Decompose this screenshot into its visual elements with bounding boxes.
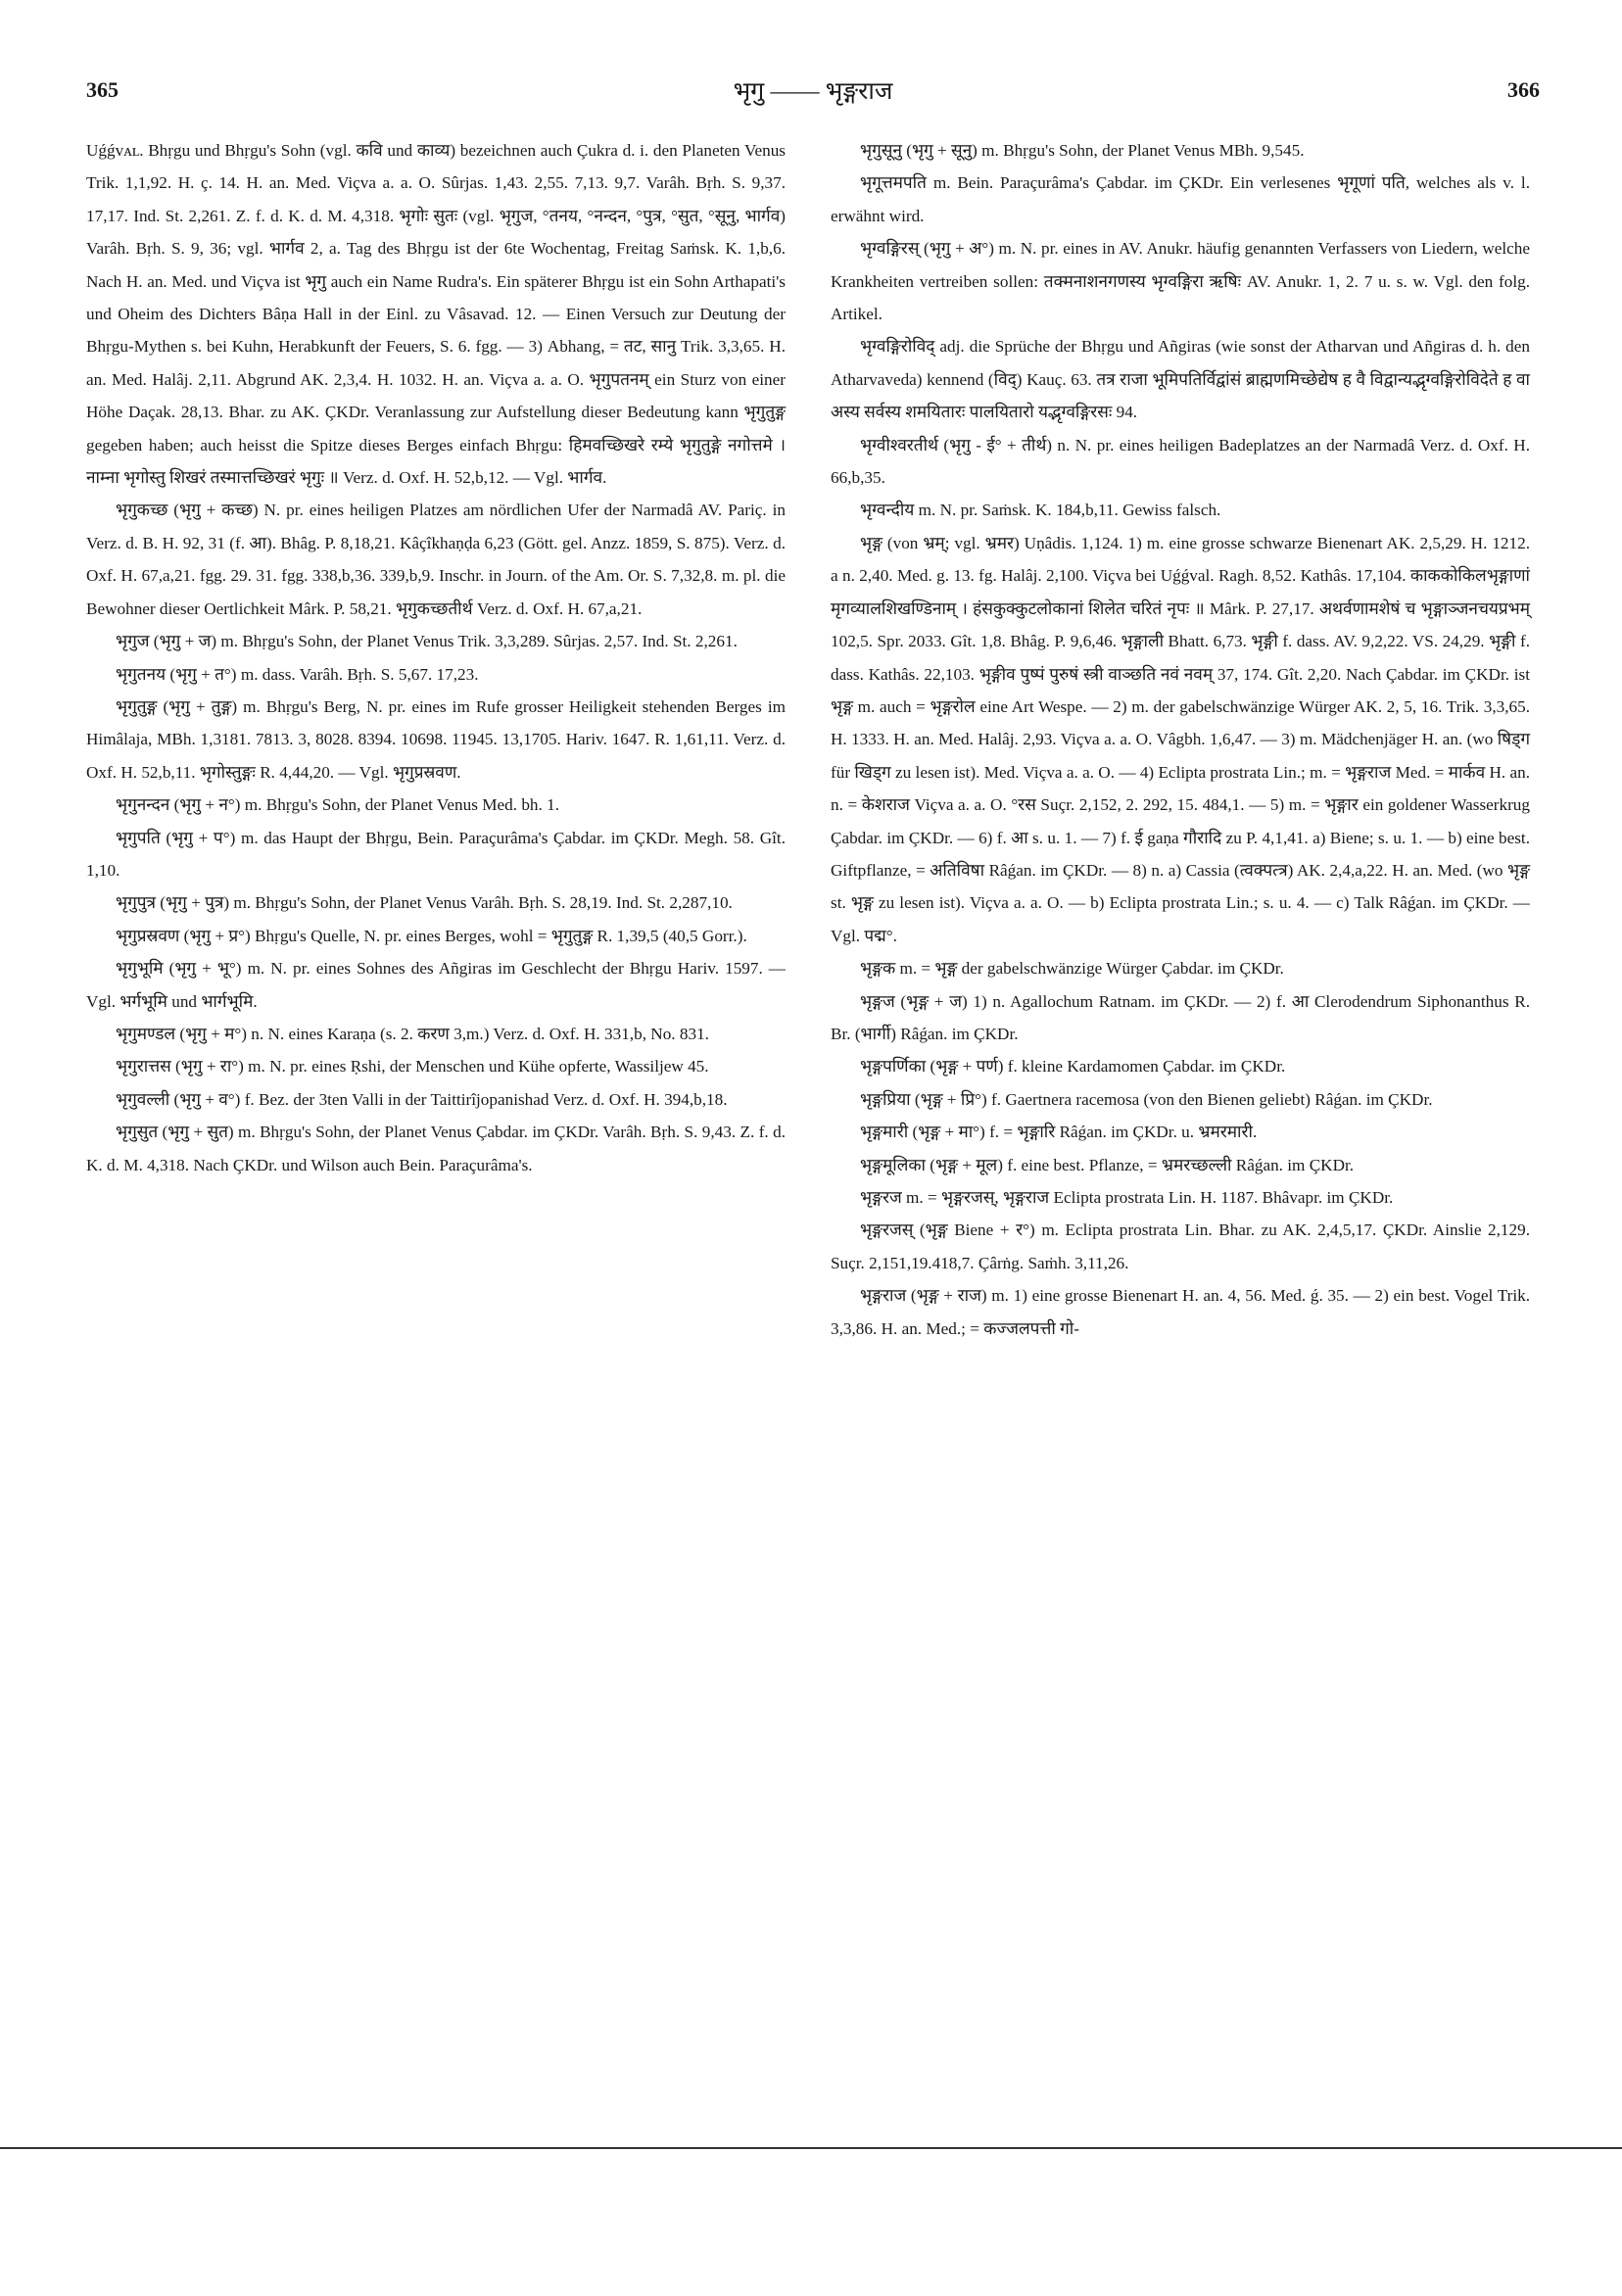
dictionary-entry: भृग्वङ्गिरोविद् adj. die Sprüche der Bhṛgu und Añgiras (wie sonst der Atharvan und Añgiras d. h. den Atharvaveda) kennend (विद्) Kauç. 63. तत्र राजा भूमिपतिर्विद्वांसं ब्राह्मणमिच्छेद्येष ह वै विद्वान्यद्भृग्वङ्गिरोविदेते ह वा अस्य सर्वस्य शमयितारः पालयितारो यद्भृग्वङ्गिरसः 94.	[831, 337, 1530, 422]
dictionary-entry: भृगुकच्छ (भृगु + कच्छ) N. pr. eines heiligen Platzes am nördlichen Ufer der Narmadâ AV. Pariç. in Verz. d. B. H. 92, 31 (f. आ). Bhâg. P. 8,18,21. Kâçîkhaṇḍa 6,23 (Gött. gel. Anzz. 1859, S. 875). Verz. d. Oxf. H. 67,a,21. fgg. 29. 31. fgg. 338,b,36. 339,b,9. Inschr. in Journ. of the Am. Or. S. 7,32,8. m. pl. die Bewohner dieser Oertlichkeit Mârk. P. 58,21. भृगुकच्छतीर्थ Verz. d. Oxf. H. 67,a,21.	[86, 501, 786, 618]
dictionary-entry: भृङ्ग (von भ्रम्; vgl. भ्रमर) Uṇâdis. 1,124. 1) m. eine grosse schwarze Bienenart AK. 2,5,29. H. 1212. a n. 2,40. Med. g. 13. fg. Halâj. 2,100. Viçva bei Uǵǵval. Ragh. 8,52. Kathâs. 17,104. काककोकिलभृङ्गाणां मृगव्यालशिखण्डिनाम् । हंसकुक्कुटलोकानां शिलेत चरितं नृपः ॥ Mârk. P. 27,17. अथर्वणामशेषं च भृङ्गाञ्जनचयप्रभम् 102,5. Spr. 2033. Gît. 1,8. Bhâg. P. 9,6,46. भृङ्गाली Bhatt. 6,73. भृङ्गी f. dass. AV. 9,2,22. VS. 24,29. भृङ्गी f. dass. Kathâs. 22,103. भृङ्गीव पुष्पं पुरुषं स्त्री वाञ्छति नवं नवम् 37, 174. Gît. 2,20. Nach Çabdar. im ÇKDr. ist भृङ्ग m. auch = भृङ्गरोल eine Art Wespe. — 2) m. der gabelschwänzige Würger AK. 2, 5, 16. Trik. 3,3,65. H. 1333. H. an. Med. Halâj. 2,93. Viçva a. a. O. Vâgbh. 1,6,47. — 3) m. Mädchenjäger H. an. (wo षिड्ग für खिड्ग zu lesen ist). Med. Viçva a. a. O. — 4) Eclipta prostrata Lin.; m. = भृङ्गराज Med. = मार्कव H. an. n. = केशराज Viçva a. a. O. °रस Suçr. 2,152, 2. 292, 15. 484,1. — 5) m. = भृङ्गार ein goldener Wasserkrug Çabdar. im ÇKDr. — 6) f. आ s. u. 1. — 7) f. ई gaṇa गौरादि zu P. 4,1,41. a) Biene; s. u. 1. — b) eine best. Giftpflanze, = अतिविषा Râǵan. im ÇKDr. — 8) n. a) Cassia (त्वक्पत्त्र) AK. 2,4,a,22. H. an. Med. (wo भृङ्ग st. भृङ्ग zu lesen ist). Viçva a. a. O. — b) Eclipta prostrata Lin.; s. u. 4. — c) Talk Râǵan. im ÇKDr. — Vgl. पद्म°.	[831, 533, 1530, 945]
dictionary-entry: भृग्वङ्गिरस् (भृगु + अ°) m. N. pr. eines in AV. Anukr. häufig genannten Verfassers von Liedern, welche Krankheiten vertreiben sollen: तक्मनाशनगणस्य भृग्वङ्गिरा ऋषिः AV. Anukr. 1, 2. 7 u. s. w. Vgl. den folg. Artikel.	[831, 239, 1530, 324]
bottom-rule	[0, 2147, 1622, 2149]
dictionary-entry: भृगुमण्डल (भृगु + म°) n. N. eines Karaṇa (s. 2. करण 3,m.) Verz. d. Oxf. H. 331,b, No. 831.	[116, 1024, 709, 1043]
dictionary-entry: भृगुसुत (भृगु + सुत) m. Bhṛgu's Sohn, der Planet Venus Çabdar. im ÇKDr. Varâh. Bṛh. S. 9,43. Z. f. d. K. d. M. 4,318. Nach ÇKDr. und Wilson auch Bein. Paraçurâma's.	[86, 1123, 786, 1174]
dictionary-entry: भृङ्गराज (भृङ्ग + राज) m. 1) eine grosse Bienenart H. an. 4, 56. Med. ǵ. 35. — 2) ein best. Vogel Trik. 3,3,86. H. an. Med.; = कज्जलपत्ती गो-	[831, 1286, 1530, 1338]
page-title: भृगु —— भृङ्गराज	[733, 78, 893, 105]
dictionary-entry: भृगुतुङ्ग (भृगु + तुङ्ग) m. Bhṛgu's Berg, N. pr. eines im Rufe grosser Heiligkeit stehenden Berges im Himâlaja, MBh. 1,3181. 7813. 3, 8028. 8394. 10698. 11945. 13,1705. Hariv. 1647. R. 1,61,11. Verz. d. Oxf. H. 52,b,11. भृगोस्तुङ्गः R. 4,44,20. — Vgl. भृगुप्रस्रवण.	[86, 696, 786, 782]
dictionary-entry: भृङ्गमारी (भृङ्ग + मा°) f. = भृङ्गारि Râǵan. im ÇKDr. u. भ्रमरमारी.	[860, 1123, 1258, 1142]
dictionary-entry: भृगूत्तमपति m. Bein. Paraçurâma's Çabdar. im ÇKDr. Ein verlesenes भृगूणां पति, welches als v. l. erwähnt wird.	[831, 173, 1530, 225]
dictionary-entry: भृगुतनय (भृगु + त°) m. dass. Varâh. Bṛh. S. 5,67. 17,23.	[116, 664, 479, 684]
dictionary-entry: भृग्वन्दीय m. N. pr. Saṁsk. K. 184,b,11. Gewiss falsch.	[860, 501, 1221, 520]
dictionary-entry: भृगुप्रस्रवण (भृगु + प्र°) Bhṛgu's Quelle, N. pr. eines Berges, wohl = भृगुतुङ्ग R. 1,39,5 (40,5 Gorr.).	[116, 926, 747, 945]
dictionary-entry: भृगुपति (भृगु + प°) m. das Haupt der Bhṛgu, Bein. Paraçurâma's Çabdar. im ÇKDr. Megh. 58. Gît. 1,10.	[86, 828, 786, 880]
dictionary-entry: भृङ्गक m. = भृङ्ग der gabelschwänzige Würger Çabdar. im ÇKDr.	[860, 959, 1284, 979]
dictionary-entry: भृङ्गरज m. = भृङ्गरजस्, भृङ्गराज Eclipta prostrata Lin. H. 1187. Bhâvapr. im ÇKDr.	[860, 1188, 1394, 1207]
left-page-number: 365	[86, 77, 119, 102]
dictionary-entry: भृङ्गरजस् (भृङ्ग Biene + र°) m. Eclipta prostrata Lin. Bhar. zu AK. 2,4,5,17. ÇKDr. Ainslie 2,129. Suçr. 2,151,19.418,7. Çârṅg. Saṁh. 3,11,26.	[831, 1220, 1530, 1272]
dictionary-entry: भृगुसूनु (भृगु + सूनु) m. Bhṛgu's Sohn, der Planet Venus MBh. 9,545.	[860, 141, 1305, 160]
dictionary-entry: भृगुनन्दन (भृगु + न°) m. Bhṛgu's Sohn, der Planet Venus Med. bh. 1.	[116, 795, 559, 815]
right-column	[831, 134, 1530, 1345]
dictionary-entry: Uǵǵvᴀʟ. Bhṛgu und Bhṛgu's Sohn (vgl. कवि und काव्य) bezeichnen auch Çukra d. i. den Planeten Venus Trik. 1,1,92. H. ç. 14. H. an. Med. Viçva a. a. O. Sûrjas. 1,43. 2,55. 7,13. 9,7. Varâh. Bṛh. S. 9,37. 17,17. Ind. St. 2,261. Z. f. d. K. d. M. 4,318. भृगोः सुतः (vgl. भृगुज, °तनय, °नन्दन, °पुत्र, °सुत, °सूनु, भार्गव) Varâh. Bṛh. S. 9, 36; vgl. भार्गव 2, a. Tag des Bhṛgu ist der 6te Wochentag, Freitag Saṁsk. K. 1,b,6. Nach H. an. Med. und Viçva ist भृगु auch ein Name Rudra's. Ein späterer Bhṛgu ist ein Sohn Arthapati's und Oheim des Dichters Bâṇa Hall in der Einl. zu Vâsavad. 12. — Einen Versuch zur Deutung der Bhṛgu-Mythen s. bei Kuhn, Herabkunft der Feuers, S. 6. fgg. — 3) Abhang, = तट, सानु Trik. 3,3,65. H. an. Med. Halâj. 2,11. Abgrund AK. 2,3,4. H. 1032. H. an. Viçva a. a. O. भृगुपतनम् ein Sturz von einer Höhe Daçak. 28,13. Bhar. zu AK. ÇKDr. Veranlassung zur Aufstellung dieser Bedeutung kann भृगुतुङ्ग gegeben haben; auch heisst die Spitze dieses Berges einfach Bhṛgu: हिमवच्छिखरे रम्ये भृगुतुङ्गे नगोत्तमे । नाम्ना भृगोस्तु शिखरं तस्मात्तच्छिखरं भृगुः ॥ Verz. d. Oxf. H. 52,b,12. — Vgl. भार्गव.	[86, 141, 786, 488]
dictionary-entry: भृगुवल्ली (भृगु + व°) f. Bez. der 3ten Valli in der Taittirîjopanishad Verz. d. Oxf. H. 394,b,18.	[116, 1089, 728, 1109]
page-header	[86, 71, 1540, 110]
dictionary-entry: भृग्वीश्वरतीर्थ (भृगु - ई° + तीर्थ) n. N. pr. eines heiligen Badeplatzes an der Narmadâ Verz. d. Oxf. H. 66,b,35.	[831, 435, 1530, 488]
dictionary-entry: भृङ्गज (भृङ्ग + ज) 1) n. Agallochum Ratnam. im ÇKDr. — 2) f. आ Clerodendrum Siphonanthus R. Br. (भार्गी) Râǵan. im ÇKDr.	[831, 991, 1530, 1043]
dictionary-entry: भृङ्गपर्णिका (भृङ्ग + पर्ण) f. kleine Kardamomen Çabdar. im ÇKDr.	[860, 1057, 1286, 1076]
dictionary-entry: भृगुरात्तस (भृगु + रा°) m. N. pr. eines Ṛshi, der Menschen und Kühe opferte, Wassiljew 45.	[116, 1057, 709, 1076]
dictionary-entry: भृगुभूमि (भृगु + भू°) m. N. pr. eines Sohnes des Añgiras im Geschlecht der Bhṛgu Hariv. 1597. — Vgl. भर्गभूमि und भार्गभूमि.	[86, 959, 786, 1011]
dictionary-entry: भृङ्गमूलिका (भृङ्ग + मूल) f. eine best. Pflanze, = भ्रमरच्छल्ली Râǵan. im ÇKDr.	[860, 1155, 1355, 1174]
dictionary-entry: भृगुज (भृगु + ज) m. Bhṛgu's Sohn, der Planet Venus Trik. 3,3,289. Sûrjas. 2,57. Ind. St. 2,261.	[116, 632, 738, 651]
dictionary-entry: भृङ्गप्रिया (भृङ्ग + प्रि°) f. Gaertnera racemosa (von den Bienen geliebt) Râǵan. im ÇKDr.	[860, 1089, 1433, 1109]
right-page-number: 366	[1507, 77, 1540, 102]
dictionary-entry: भृगुपुत्र (भृगु + पुत्र) m. Bhṛgu's Sohn, der Planet Venus Varâh. Bṛh. S. 28,19. Ind. St. 2,287,10.	[116, 893, 733, 913]
left-column	[86, 134, 786, 1181]
